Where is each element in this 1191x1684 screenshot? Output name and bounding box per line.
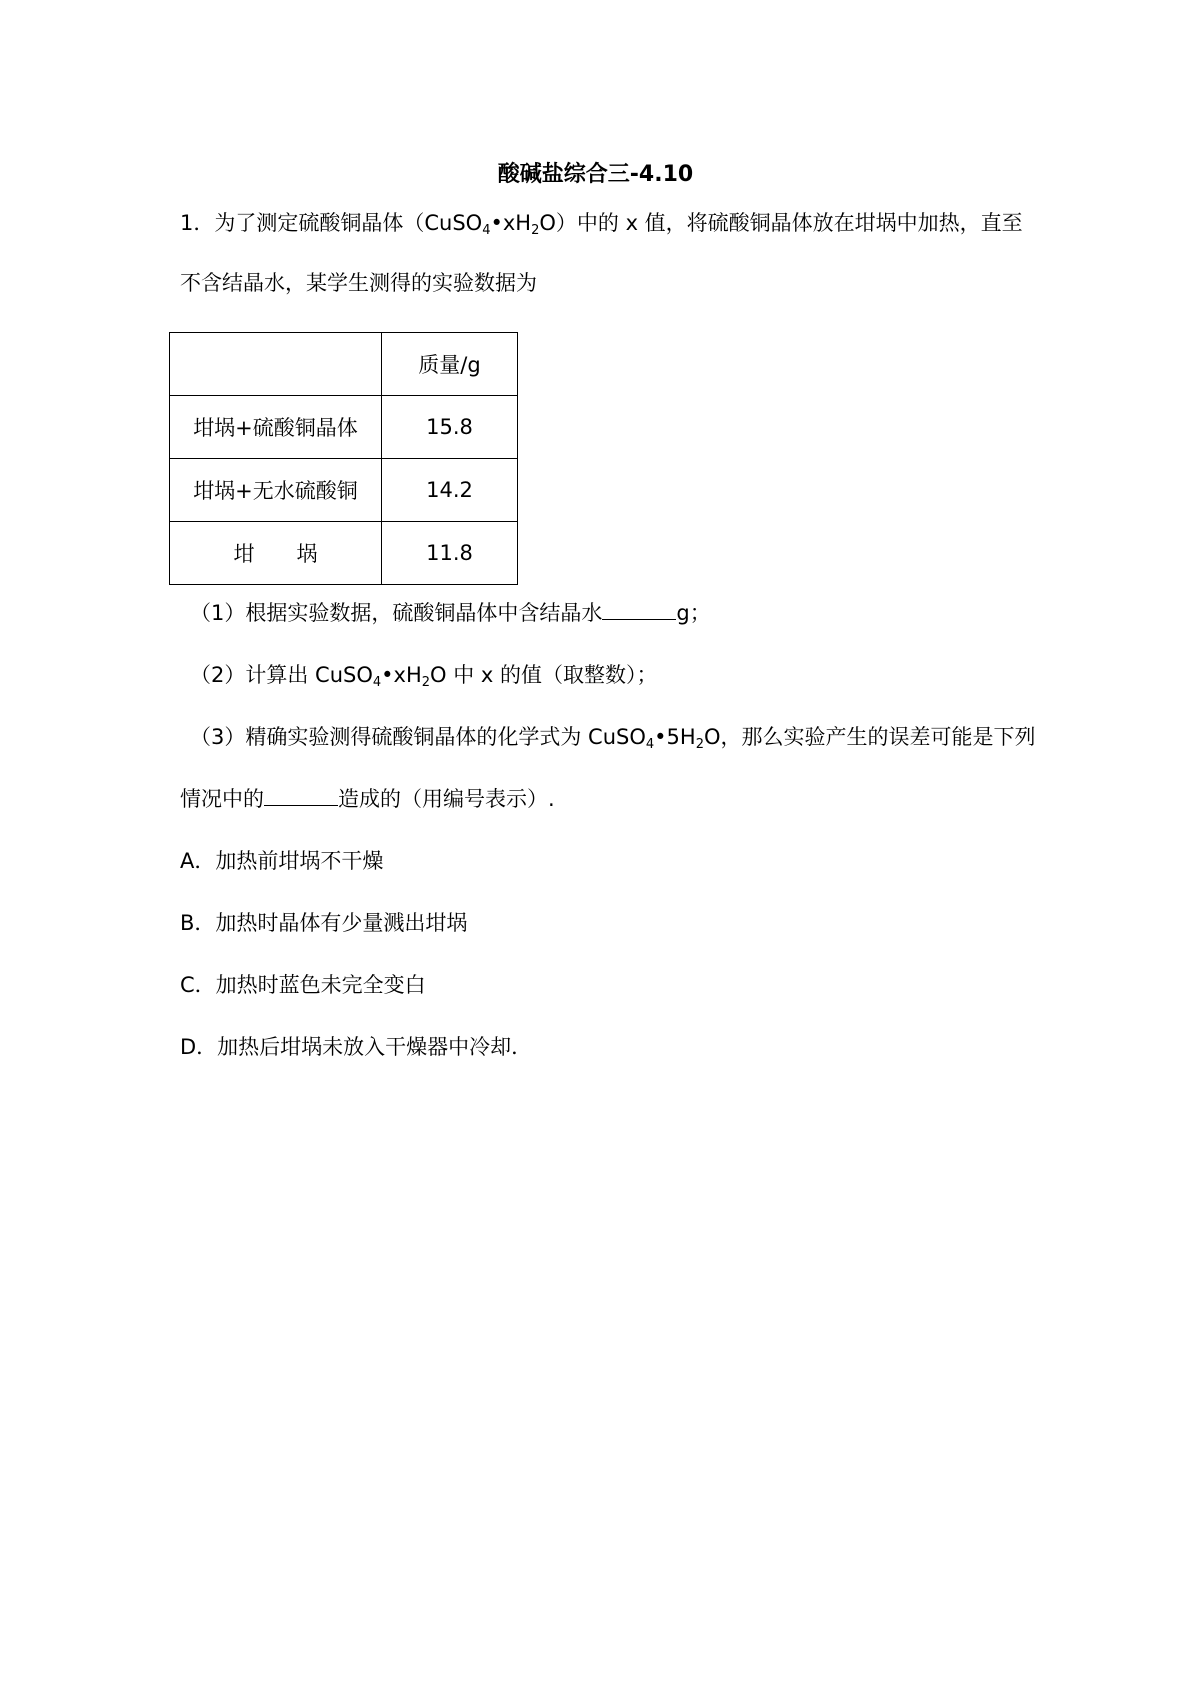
part-text: g；: [676, 601, 711, 625]
table-cell-label: 坩 埚: [170, 522, 382, 585]
table-cell-value: 15.8: [382, 396, 518, 459]
option-a: A．加热前坩埚不干燥: [180, 849, 384, 873]
question-text: 1．为了测定硫酸铜晶体（CuSO: [180, 211, 483, 235]
table-cell-value: 11.8: [382, 522, 518, 585]
subscript: 2: [695, 737, 704, 752]
part-text: （2）计算出 CuSO: [190, 663, 373, 687]
question-text: •xH: [490, 211, 532, 235]
part-text: •xH: [381, 663, 422, 687]
part-text: 造成的（用编号表示）.: [338, 787, 555, 811]
table-row: [170, 396, 518, 459]
answer-blank: [602, 599, 676, 620]
table-header-cell: [170, 333, 382, 396]
page-title: 酸碱盐综合三-4.10: [497, 162, 694, 187]
subscript: 4: [372, 675, 382, 690]
answer-blank: [264, 785, 338, 806]
data-table: [169, 332, 518, 585]
part-text: O 中 x 的值（取整数）；: [430, 663, 658, 687]
question-line-1: [180, 208, 1023, 238]
option-c: C．加热时蓝色未完全变白: [180, 973, 426, 997]
subscript: 2: [531, 223, 540, 238]
part-3-line-2: [180, 784, 555, 814]
option-b: B．加热时晶体有少量溅出坩埚: [180, 911, 468, 935]
part-text: （1）根据实验数据，硫酸铜晶体中含结晶水: [190, 601, 603, 625]
table-header-cell: 质量/g: [382, 333, 518, 396]
table-header-row: [170, 333, 518, 396]
subscript: 4: [482, 223, 491, 238]
part-text: （3）精确实验测得硫酸铜晶体的化学式为 CuSO: [190, 725, 646, 749]
table-cell-label: 坩埚+硫酸铜晶体: [170, 396, 382, 459]
table-row: [170, 459, 518, 522]
part-text: 情况中的: [180, 787, 264, 811]
question-line-2: 不含结晶水，某学生测得的实验数据为: [180, 271, 537, 295]
part-1: [190, 598, 711, 628]
part-3: [190, 722, 1036, 752]
part-text: O，那么实验产生的误差可能是下列: [703, 725, 1036, 749]
part-2: [190, 660, 658, 690]
part-text: •5H: [654, 725, 696, 749]
option-d: D．加热后坩埚未放入干燥器中冷却．: [180, 1035, 533, 1059]
subscript: 4: [645, 737, 655, 752]
subscript: 2: [421, 675, 431, 690]
question-text: O）中的 x 值，将硫酸铜晶体放在坩埚中加热，直至: [539, 211, 1023, 235]
table-cell-value: 14.2: [382, 459, 518, 522]
table-cell-label: 坩埚+无水硫酸铜: [170, 459, 382, 522]
table-row: [170, 522, 518, 585]
